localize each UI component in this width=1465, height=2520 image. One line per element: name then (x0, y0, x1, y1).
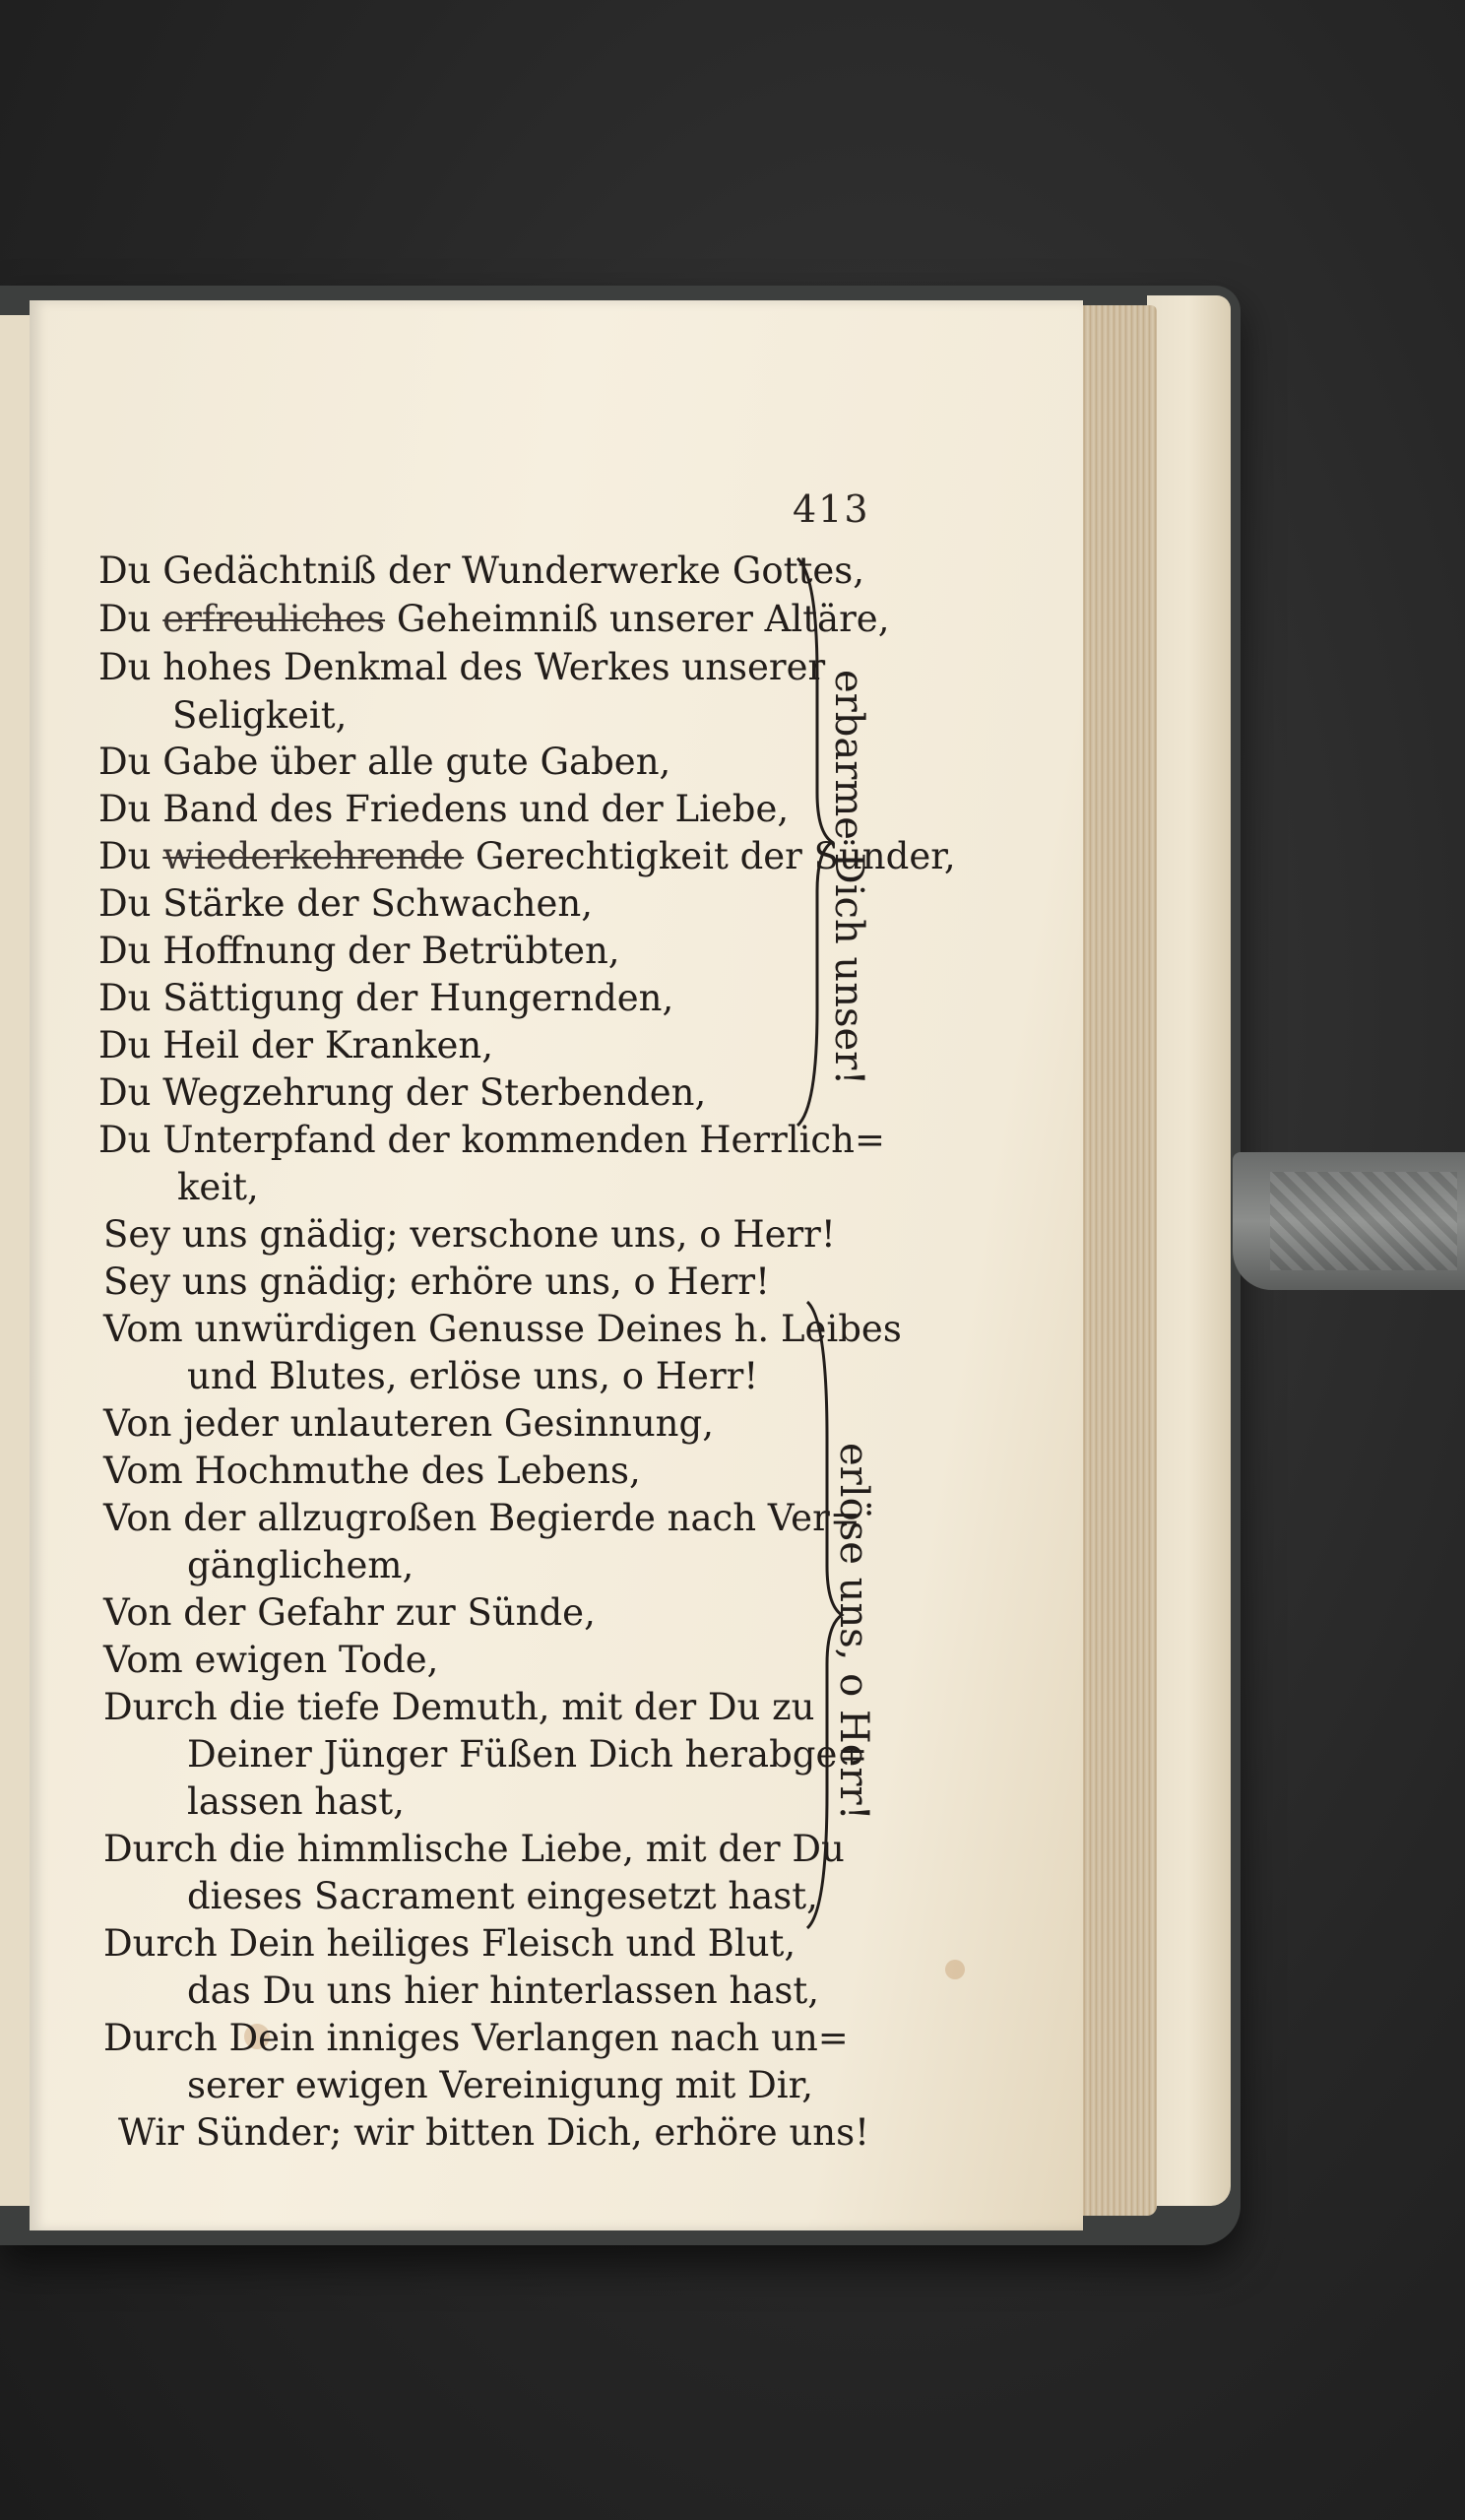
line-text: Vom Hochmuthe des Lebens, (103, 1450, 641, 1492)
line-text: keit, (177, 1166, 259, 1208)
line-text-suffix: Gerechtigkeit der Sünder, (464, 835, 956, 877)
line-text: Du hohes Denkmal des Werkes unserer (98, 646, 826, 688)
text-line (187, 1355, 758, 1397)
line-text: Seligkeit, (172, 694, 348, 737)
text-line (98, 882, 593, 925)
text-line (177, 1166, 259, 1208)
clasp-ornament (1270, 1172, 1457, 1270)
text-line (187, 1970, 819, 2012)
line-text: Du Gedächtniß der Wunderwerke Gottes, (98, 549, 865, 592)
text-line (103, 1308, 902, 1350)
line-text: Du (98, 835, 163, 877)
line-text: Du Unterpfand der kommenden Herrlich= (98, 1119, 885, 1161)
line-text: Du Wegzehrung der Sterbenden, (98, 1071, 707, 1114)
line-text: das Du uns hier hinterlassen hast, (187, 1970, 819, 2012)
text-line (98, 930, 620, 972)
line-text: Vom unwürdigen Genusse Deines h. Leibes (103, 1308, 902, 1350)
text-line (187, 1875, 818, 1917)
line-text: Vom ewigen Tode, (103, 1639, 439, 1681)
text-line (103, 1402, 714, 1445)
response-upper: erbarme Dich unser! (826, 670, 871, 1086)
line-text: Deiner Jünger Füßen Dich herabge= (187, 1733, 868, 1776)
text-line (103, 1591, 596, 1634)
text-line (103, 1497, 860, 1539)
line-text: serer ewigen Vereinigung mit Dir, (187, 2064, 814, 2106)
text-line (103, 1450, 641, 1492)
text-line (98, 977, 673, 1019)
line-text: Durch Dein heiliges Fleisch und Blut, (103, 1922, 796, 1965)
line-text: gänglichem, (187, 1544, 414, 1586)
text-line (103, 1639, 438, 1681)
text-line (187, 1544, 414, 1586)
line-text: Von jeder unlauteren Gesinnung, (103, 1402, 714, 1445)
line-text: Von der allzugroßen Begierde nach Ver= (103, 1497, 860, 1539)
text-line (98, 598, 889, 640)
text-line (103, 1686, 814, 1728)
text-line (103, 1922, 796, 1965)
page-stain (945, 1960, 965, 1979)
response-lower: erlöse uns, o Herr! (831, 1443, 876, 1821)
text-line (187, 1780, 405, 1823)
line-text: Du Band des Friedens und der Liebe, (98, 788, 790, 830)
text-line (98, 741, 670, 783)
cover-edge (1147, 295, 1231, 2206)
line-text: Sey uns gnädig; erhöre uns, o Herr! (103, 1260, 770, 1303)
struck-word: erfreuliches (162, 598, 386, 640)
struck-word: wiederkehrende (162, 835, 465, 877)
text-line (103, 2017, 849, 2059)
text-line (98, 1119, 885, 1161)
line-text: Sey uns gnädig; verschone uns, o Herr! (103, 1213, 836, 1256)
text-line (103, 1260, 770, 1303)
line-text: dieses Sacrament eingesetzt hast, (187, 1875, 818, 1917)
line-text: Durch die tiefe Demuth, mit der Du zu (103, 1686, 815, 1728)
line-text: lassen hast, (187, 1780, 405, 1823)
text-line (187, 2064, 813, 2106)
line-text: und Blutes, erlöse uns, o Herr! (187, 1355, 759, 1397)
text-line (103, 1828, 845, 1870)
text-line (98, 1024, 493, 1066)
line-text: Du Hoffnung der Betrübten, (98, 930, 620, 972)
line-text: Du Gabe über alle gute Gaben, (98, 741, 671, 783)
text-line (98, 549, 864, 592)
text-line (98, 788, 789, 830)
line-text: Du (98, 598, 163, 640)
text-line (118, 2111, 869, 2154)
page-number: 413 (793, 487, 870, 531)
text-line (187, 1733, 867, 1776)
line-text: Du Sättigung der Hungernden, (98, 977, 674, 1019)
line-text: Wir Sünder; wir bitten Dich, erhöre uns! (118, 2111, 869, 2154)
text-line (98, 1071, 706, 1114)
line-text: Du Heil der Kranken, (98, 1024, 494, 1066)
line-text-suffix: Geheimniß unserer Altäre, (385, 598, 890, 640)
line-text: Durch die himmlische Liebe, mit der Du (103, 1828, 845, 1870)
line-text: Du Stärke der Schwachen, (98, 882, 593, 925)
line-text: Von der Gefahr zur Sünde, (103, 1591, 596, 1634)
text-line (98, 646, 825, 688)
text-line (103, 1213, 836, 1256)
line-text: Durch Dein inniges Verlangen nach un= (103, 2017, 849, 2059)
text-line (172, 694, 347, 737)
